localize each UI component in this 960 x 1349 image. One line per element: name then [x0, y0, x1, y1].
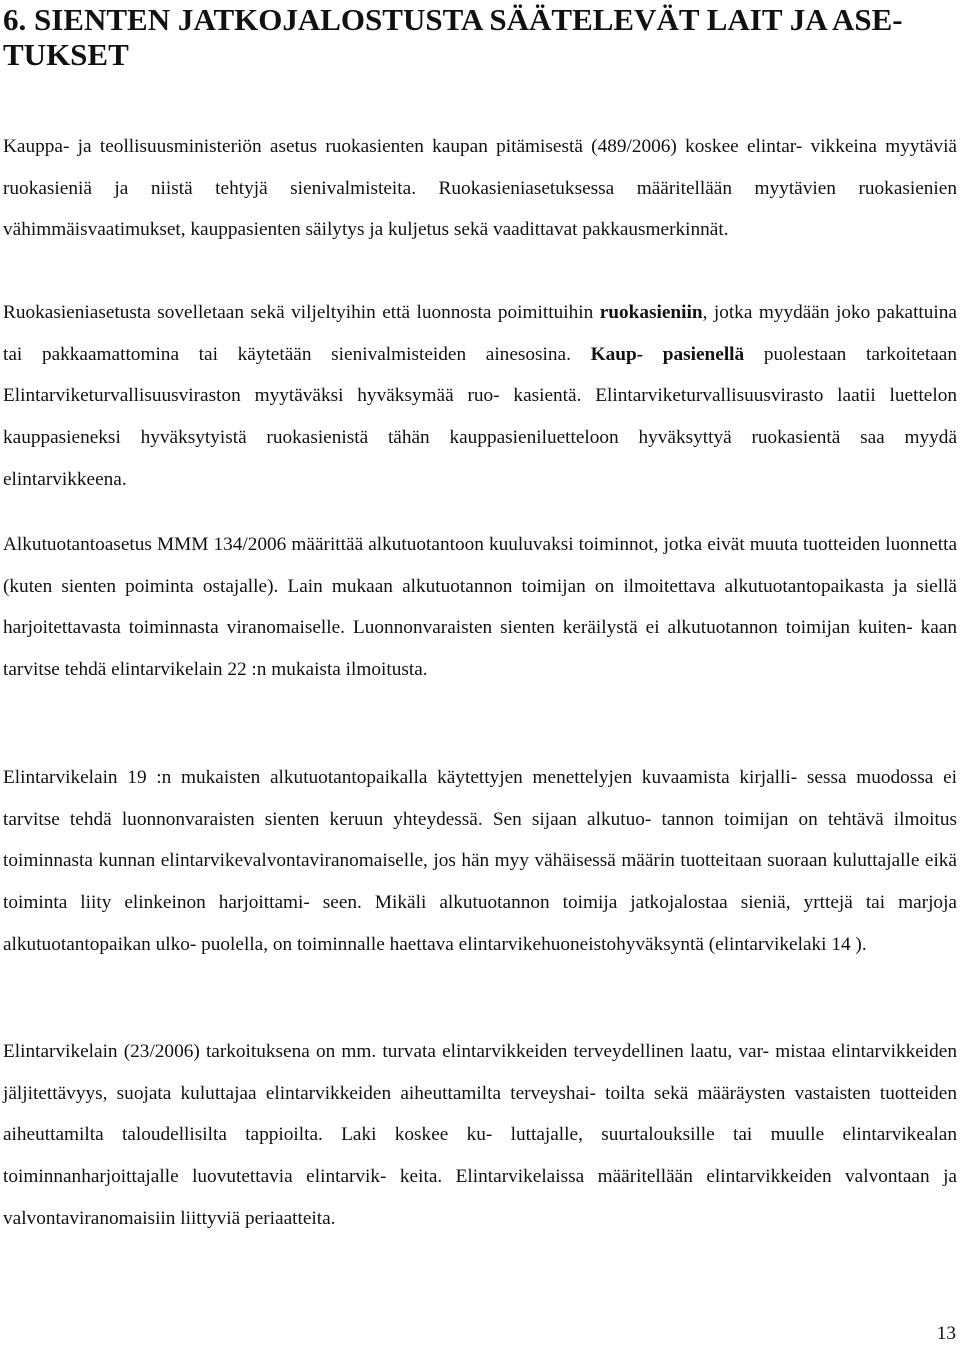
paragraph-text: Ruokasieniasetusta sovelletaan sekä viljeltyihin että luonnosta poimittuihin	[3, 302, 600, 323]
paragraph-food-act-purpose: Elintarvikelain (23/2006) tarkoituksena on mm. turvata elintarvikkeiden terveydellinen laatu, var- mistaa elintarvikkeiden jäljitettävyys, suojata kuluttajaa elintarvikkeiden aiheuttamilta terveyshai- toilta sekä määräysten vastaisten tuotteiden aiheuttamilta taloudellisilta tappioilta. Laki koskee ku- luttajalle, suurtalouksille tai muulle elintarvikealan toiminnanharjoittajalle luovutettavia elintarvik- keita. Elintarvikelaissa määritellään elintarvikkeiden valvontaan ja valvontaviranomaisiin liittyviä periaatteita.	[3, 1041, 957, 1229]
page-number: 13	[936, 1323, 956, 1344]
paragraph-text: puolestaan tarkoitetaan Elintarviketurvallisuusviraston myytäväksi hyväksymää ruo- kasientä. Elintarviketurvallisuusvirasto laatii luettelon kauppasieneksi hyväksytyistä ruokasienistä tähän kauppasieniluetteloon hyväksyttyä ruokasientä saa myydä elintarvikkeena.	[3, 343, 957, 490]
paragraph-food-act-19: Elintarvikelain 19 :n mukaisten alkutuotantopaikalla käytettyjen menettelyjen kuvaamista kirjalli- sessa muodossa ei tarvitse tehdä luonnonvaraisten sienten keruun yhteydessä. Sen sijaan alkutuo- tannon toimijan on tehtävä ilmoitus toiminnasta kunnan elintarvikevalvontaviranomaiselle, jos hän myy vähäisessä määrin tuotteitaan suoraan kuluttajalle eikä toiminta liity elinkeinon harjoittami- seen. Mikäli alkutuotannon toimija jatkojalostaa sieniä, yrttejä tai marjoja alkutuotantopaikan ulko- puolella, on toiminnalle haettava elintarvikehuoneistohyväksyntä (elintarvikelaki 14 ).	[3, 767, 957, 955]
paragraph-primary-production: Alkutuotantoasetus MMM 134/2006 määrittää alkutuotantoon kuuluvaksi toiminnot, jotka eivät muuta tuotteiden luonnetta (kuten sienten poiminta ostajalle). Lain mukaan alkutuotannon toimijan on ilmoitettava alkutuotantopaikasta ja siellä harjoitettavasta toiminnasta viranomaiselle. Luonnonvaraisten sienten keräilystä ei alkutuotannon toimijan kuiten- kaan tarvitse tehdä elintarvikelain 22 :n mukaista ilmoitusta.	[3, 534, 957, 681]
bold-term-kauppasienella: Kaup- pasienellä	[590, 343, 745, 365]
paragraph-mushroom-decree: Kauppa- ja teollisuusministeriön asetus ruokasienten kaupan pitämisestä (489/2006) koskee elintar- vikkeina myytäviä ruokasieniä ja niistä tehtyjä sienivalmisteita. Ruokasieniasetuksessa määritellään myytävien ruokasienien vähimmäisvaatimukset, kauppasienten säilytys ja kuljetus sekä vaadittavat pakkausmerkinnät.	[3, 136, 957, 241]
bold-term-ruokasieniin: ruokasieniin	[599, 302, 703, 323]
paragraph-text: , jotka myydään joko pakattuina tai pakkaamattomina tai käytetään sienivalmisteiden ainesosina.	[3, 302, 957, 365]
section-heading: 6. SIENTEN JATKOJALOSTUSTA SÄÄTELEVÄT LAIT JA ASE- TUKSET	[3, 2, 903, 72]
paragraph-decree-scope	[3, 292, 957, 501]
